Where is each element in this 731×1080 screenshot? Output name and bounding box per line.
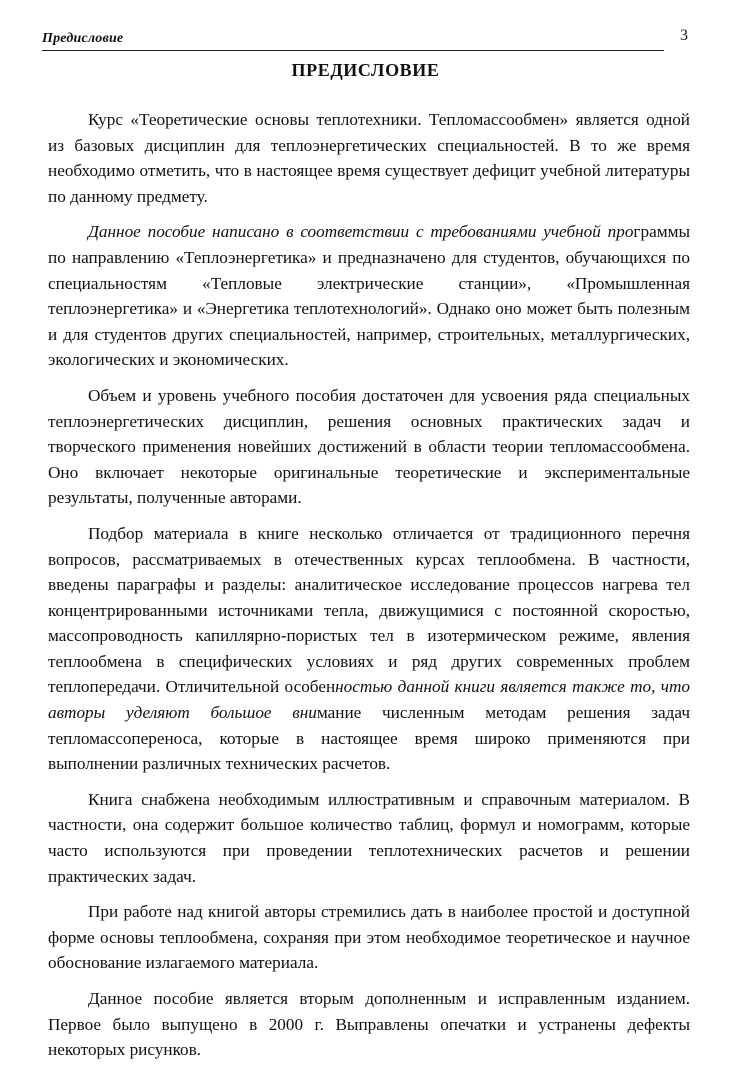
body-text: [48, 107, 690, 1071]
paragraph-text: Подбор материала в книге несколько отличается от традиционного перечня вопросов, рассматриваемых в отечественных курсах теплообмена. В частности, введены параграфы и разделы: аналитическое исследование процессов нагрева тел концентрированными источниками тепла, движущимися с постоянной скоростью, массопроводность капиллярно-пористых тел в изотермическом режиме, явления теплообмена в специфических условиях и ряд других современных проблем теплопередачи. Отличительной особен: [48, 523, 690, 697]
paragraph-text: Данное пособие является вторым дополненным и исправленным изданием. Первое было выпущено в 2000 г. Выправлены опечатки и устранены дефекты некоторых рисунков.: [48, 989, 690, 1060]
paragraph-text: При работе над книгой авторы стремились дать в наиболее простой и доступной форме основы теплообмена, сохраняя при этом необходимое теоретическое и научное обоснование излагаемого материала.: [48, 902, 690, 973]
paragraph-text: граммы по направлению «Теплоэнергетика» и предназначено для студентов, обучающихся по специальностям «Тепловые электрические станции», «Промышленная теплоэнергетика» и «Энергетика теплотехнологий». Однако оно может быть полезным и для студентов других специальностей, например, строительных, металлургических, экологических и экономических.: [48, 222, 690, 370]
running-header: [42, 28, 664, 51]
paragraph-text-tail: мание численным методам решения задач тепломассопереноса, которые в настоящее время широко применяются при выполнении различных технических расчетов.: [48, 703, 690, 774]
paragraph-6: [48, 899, 690, 976]
paragraph-2: [48, 219, 690, 373]
paragraph-5: [48, 787, 690, 889]
paragraph-7: [48, 986, 690, 1063]
paragraph-text: Курс «Теоретические основы теплотехники. Тепломассообмен» является одной из базовых дисциплин для теплоэнергетических специальностей. В то же время необходимо отметить, что в настоящее время существует дефицит учебной литературы по данному предмету.: [48, 110, 690, 206]
running-title: Предисловие: [42, 31, 124, 46]
page-number: 3: [680, 27, 688, 44]
paragraph-3: [48, 383, 690, 511]
paragraph-text: Книга снабжена необходимым иллюстративным и справочным материалом. В частности, она содержит большое количество таблиц, формул и номограмм, которые часто используются при проведении теплотехнических расчетов и решении практических задач.: [48, 789, 690, 886]
paragraph-4: [48, 521, 690, 777]
paragraph-italic-lead: Данное пособие написано в соответствии с требованиями учебной про: [88, 222, 634, 242]
paragraph-text: Объем и уровень учебного пособия достаточен для усвоения ряда специальных теплоэнергетических дисциплин, решения основных практических задач и творческого применения новейших достижений в области теории тепломассообмена. Оно включает некоторые оригинальные теоретические и экспериментальные результаты, полученные авторами.: [48, 385, 690, 508]
paragraph-italic-phrase: ностью данной книги является также то, что авторы уделяют большое вни: [48, 677, 690, 723]
page-heading: ПРЕДИСЛОВИЕ: [291, 60, 440, 80]
paragraph-1: [48, 107, 690, 209]
